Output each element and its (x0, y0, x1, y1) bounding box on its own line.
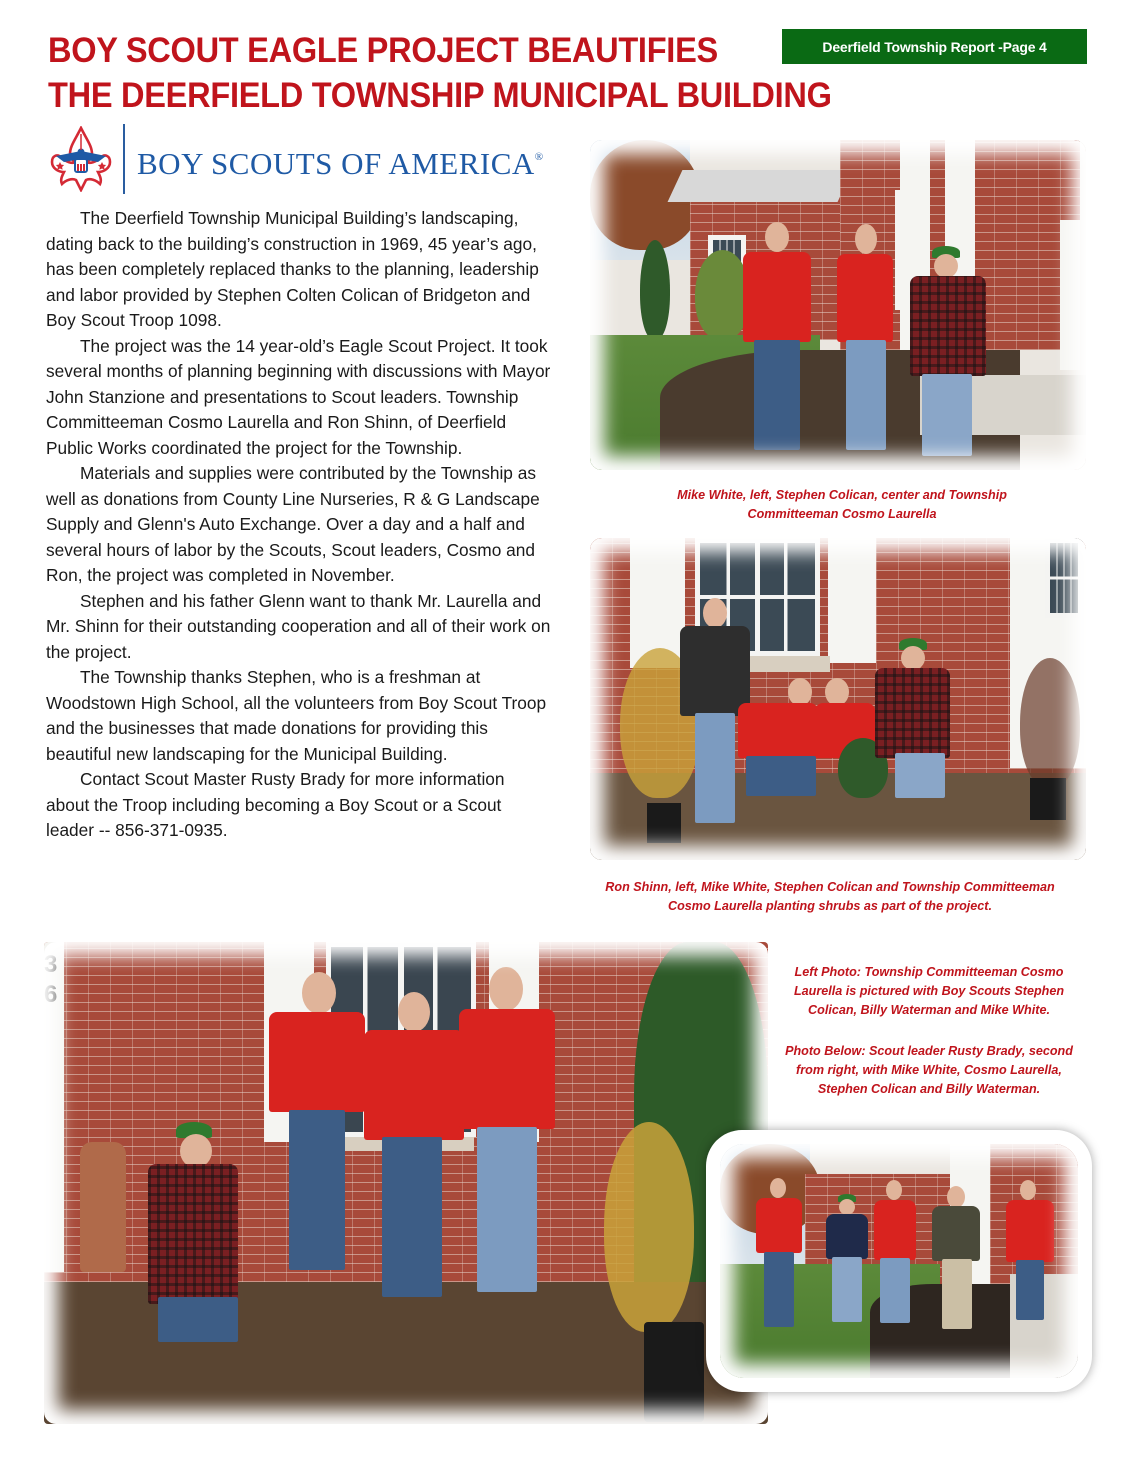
photo-handshake-caption: Mike White, left, Stephen Colican, center and Township Committeeman Cosmo Laurella (677, 488, 1007, 521)
photo-group (720, 1144, 1078, 1378)
headline-line-1: BOY SCOUT EAGLE PROJECT BEAUTIFIES (48, 31, 718, 70)
registered-mark: ® (534, 151, 544, 163)
logo-divider (123, 124, 125, 194)
photo-group-frame (706, 1130, 1092, 1392)
fleur-de-lis-eagle-icon (48, 126, 114, 192)
photo-below-caption: Photo Below: Scout leader Rusty Brady, second from right, with Mike White, Cosmo Laurella, Stephen Colican and Billy Waterman. (785, 1044, 1073, 1096)
paragraph: Stephen and his father Glenn want to thank Mr. Laurella and Mr. Shinn for their outstanding cooperation and all of their work on the project. (46, 590, 551, 662)
photo-planting-caption: Ron Shinn, left, Mike White, Stephen Colican and Township Committeeman Cosmo Laurella planting shrubs as part of the project. (605, 880, 1055, 913)
bsa-wordmark: BOY SCOUTS OF AMERICA® (137, 146, 544, 181)
headline (48, 28, 885, 118)
bsa-logo (48, 124, 568, 196)
paragraph: The project was the 14 year-old’s Eagle Scout Project. It took several months of planning beginning with discussions with Mayor John Stanzione and presentations to Scout leaders. Township Committeeman Cosmo Laurella and Ron Shinn, of Deerfield Public Works coordinated the project for the Township. (46, 335, 551, 458)
photo-handshake (590, 140, 1086, 470)
paragraph: Contact Scout Master Rusty Brady for more information about the Troop including becoming a Boy Scout or a Scout leader -- 856-371-0935. (46, 769, 505, 840)
page-badge: Deerfield Township Report -Page 4 (782, 29, 1087, 64)
house-number: 3 6 (44, 951, 58, 1008)
paragraph: Materials and supplies were contributed by the Township as well as donations from County Line Nurseries, R & G Landscape Supply and Glenn's Auto Exchange. Over a day and a half and several hours of labor by the Scouts, Scout leaders, Cosmo and Ron, the project was completed in November. (46, 463, 540, 585)
left-photo-caption: Left Photo: Township Committeeman Cosmo Laurella is pictured with Boy Scouts Stephen Colican, Billy Waterman and Mike White. (793, 965, 1065, 1017)
headline-line-2: THE DEERFIELD TOWNSHIP MUNICIPAL BUILDING (48, 76, 832, 115)
article-body (46, 206, 552, 844)
paragraph: The Deerfield Township Municipal Building’s landscaping, dating back to the building’s construction in 1969, 45 year’s ago, has been completely replaced thanks to the planning, leadership and labor provided by Stephen Colten Colican of Bridgeton and Boy Scout Troop 1098. (46, 208, 539, 330)
paragraph: The Township thanks Stephen, who is a freshman at Woodstown High School, all the volunteers from Boy Scout Troop and the businesses that made donations for providing this beautiful new landscaping for the Municipal Building. (46, 667, 547, 764)
photo-planting (590, 538, 1086, 860)
photo-scouts-with-shovels (44, 942, 768, 1424)
